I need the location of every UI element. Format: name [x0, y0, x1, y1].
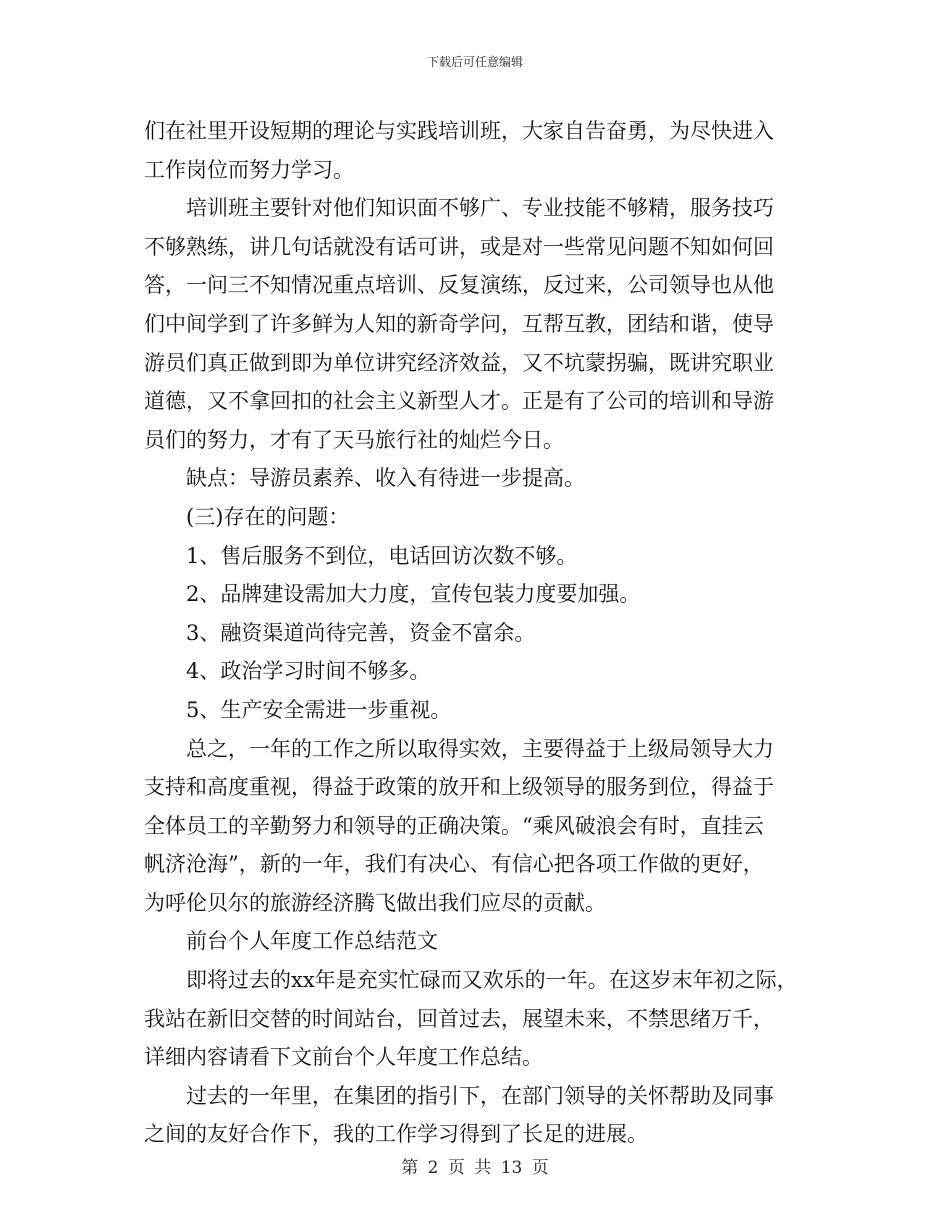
document-body	[144, 112, 824, 1154]
text-line: 2、品牌建设需加大力度，宣传包装力度要加强。	[186, 582, 641, 607]
text-line: 工作岗位而努力学习。	[144, 157, 354, 182]
text-line: 即将过去的xx年是充实忙碌而又欢乐的一年。在这岁末年初之际，	[186, 968, 798, 993]
text-line: 全体员工的辛勤努力和领导的正确决策。“乘风破浪会有时，直挂云	[144, 813, 764, 838]
text-line: 培训班主要针对他们知识面不够广、专业技能不够精，服务技巧	[186, 196, 774, 221]
text-line: (三)存在的问题：	[186, 504, 350, 529]
text-line: 们中间学到了许多鲜为人知的新奇学问，互帮互教，团结和谐，使导	[144, 311, 774, 336]
page-header: 下载后可任意编辑	[426, 55, 523, 69]
text-line: 缺点：导游员素养、收入有待进一步提高。	[186, 466, 585, 491]
text-line: 支持和高度重视，得益于政策的放开和上级领导的服务到位，得益于	[144, 775, 774, 800]
text-line: 们在社里开设短期的理论与实践培训班，大家自告奋勇，为尽快进入	[144, 119, 774, 143]
text-line: 之间的友好合作下，我的工作学习得到了长足的进展。	[144, 1122, 648, 1147]
text-line: 过去的一年里，在集团的指引下，在部门领导的关怀帮助及同事	[186, 1083, 774, 1108]
text-line: 详细内容请看下文前台个人年度工作总结。	[144, 1045, 543, 1070]
text-line: 为呼伦贝尔的旅游经济腾飞做出我们应尽的贡献。	[144, 890, 606, 915]
text-line: 答，一问三不知情况重点培训、反复演练，反过来，公司领导也从他	[144, 273, 774, 298]
text-line: 5、生产安全需进一步重视。	[186, 697, 452, 722]
text-line: 帆济沧海”，新的一年，我们有决心、有信心把各项工作做的更好，	[144, 852, 764, 877]
page-footer: 第 2 页 共 13 页	[401, 1158, 549, 1178]
text-line: 3、融资渠道尚待完善，资金不富余。	[186, 620, 536, 645]
text-line: 我站在新旧交替的时间站台，回首过去，展望未来，不禁思绪万千，	[144, 1006, 774, 1031]
text-line: 前台个人年度工作总结范文	[186, 929, 438, 954]
text-line: 不够熟练，讲几句话就没有话可讲，或是对一些常见问题不知如何回	[144, 234, 774, 259]
text-line: 道德，又不拿回扣的社会主义新型人才。正是有了公司的培训和导游	[144, 389, 774, 414]
text-line: 员们的努力，才有了天马旅行社的灿烂今日。	[144, 427, 564, 452]
text-line: 4、政治学习时间不够多。	[186, 659, 431, 684]
text-line: 游员们真正做到即为单位讲究经济效益，又不坑蒙拐骗，既讲究职业	[144, 350, 774, 375]
text-line: 1、售后服务不到位，电话回访次数不够。	[186, 543, 578, 568]
text-line: 总之，一年的工作之所以取得实效，主要得益于上级局领导大力	[186, 736, 774, 761]
